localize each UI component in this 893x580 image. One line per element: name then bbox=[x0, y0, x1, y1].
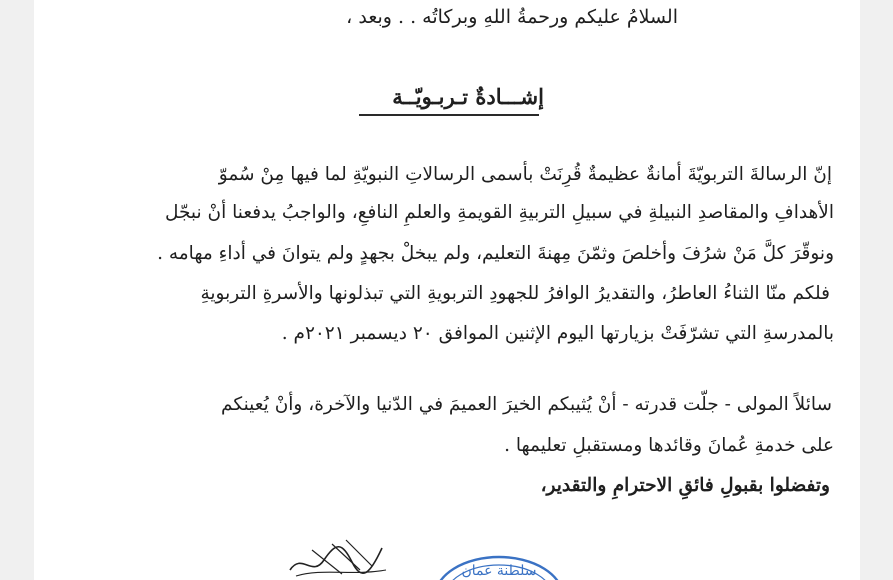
letter-page bbox=[34, 0, 860, 580]
body-line-4: فلكم منّا الثناءُ العاطرُ، والتقديرُ الوافرُ للجهودِ التربويةِ التي تبذلونها والأسرةِ التربويةِ bbox=[200, 283, 830, 304]
body-line-5: بالمدرسةِ التي تشرّفَتْ بزيارتها اليوم الإثنين الموافق ٢٠ ديسمبر ٢٠٢١م . bbox=[281, 323, 834, 344]
official-stamp bbox=[429, 545, 569, 580]
body-line-3: ونوقّرَ كلَّ مَنْ شرُفَ وأخلصَ وثمّنَ مِهنةَ التعليم، ولم يبخلْ بجهدٍ ولم يتوانَ في أداءِ مهامه . bbox=[157, 243, 834, 264]
greeting-line: السلامُ عليكم ورحمةُ اللهِ وبركاتُه . . وبعد ، bbox=[346, 6, 678, 28]
closing-line-2: على خدمةِ عُمانَ وقائدها ومستقبلِ تعليمها . bbox=[504, 435, 834, 456]
signoff-line: وتفضلوا بقبولِ فائقِ الاحترامِ والتقدير، bbox=[540, 475, 830, 496]
letter-title: إشـــادةٌ تـربـويّــة bbox=[392, 84, 544, 109]
closing-line-1: سائلاً المولى - جلّت قدرته - أنْ يُثيبكم الخيرَ العميمَ في الدّنيا والآخرة، وأنْ يُعينكم bbox=[221, 394, 832, 415]
body-line-2: الأهدافِ والمقاصدِ النبيلةِ في سبيلِ التربيةِ القويمةِ والعلمِ النافعِ، والواجبُ يدفعنا أنْ نبجّل bbox=[164, 202, 834, 223]
body-line-1: إنّ الرسالةَ التربويّةَ أمانةٌ عظيمةٌ قُرِنَتْ بأسمى الرسالاتِ النبويّةِ لما فيها مِنْ سُموّ bbox=[218, 164, 832, 185]
stamp-text: سلطنة عمان bbox=[461, 563, 537, 579]
handwritten-signature bbox=[282, 530, 392, 580]
title-underline bbox=[359, 114, 539, 116]
